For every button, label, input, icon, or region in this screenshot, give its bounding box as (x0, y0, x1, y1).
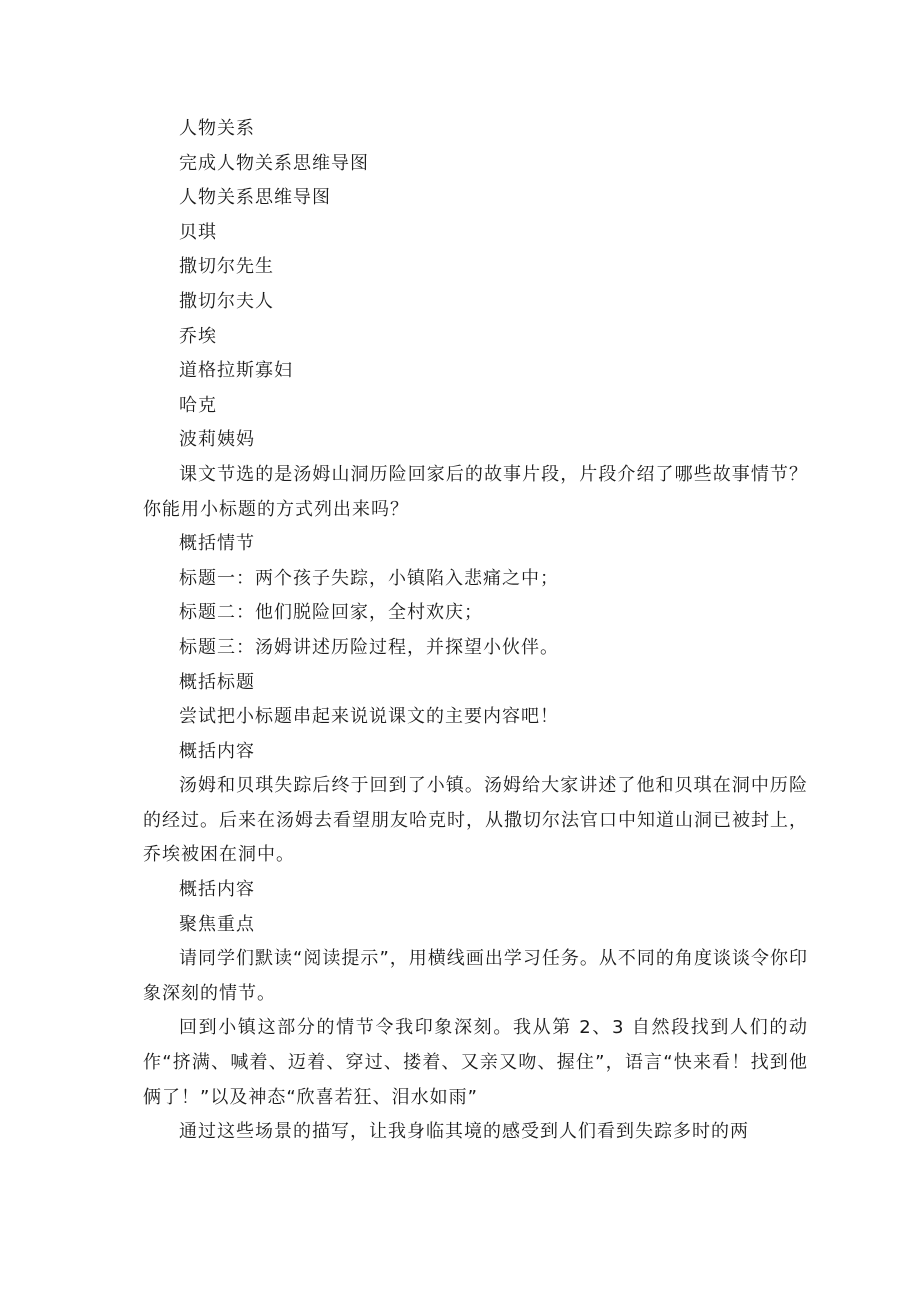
paragraph: 撒切尔先生 (179, 256, 274, 278)
paragraph: 概括标题 (179, 671, 255, 693)
paragraph: 聚焦重点 (179, 913, 255, 935)
paragraph: 道格拉斯寡妇 (179, 360, 293, 382)
paragraph: 概括情节 (179, 533, 255, 555)
document-body (143, 112, 808, 1150)
paragraph: 撒切尔夫人 (179, 290, 274, 312)
paragraph: 人物关系 (179, 118, 255, 139)
paragraph: 请同学们默读“阅读提示”，用横线画出学习任务。从不同的角度谈谈令你印象深刻的情节。 (143, 948, 808, 1004)
paragraph: 尝试把小标题串起来说说课文的主要内容吧！ (179, 706, 559, 728)
paragraph: 标题一：两个孩子失踪，小镇陷入悲痛之中； (179, 567, 559, 589)
paragraph: 贝琪 (179, 221, 217, 243)
paragraph: 哈克 (179, 394, 217, 416)
paragraph: 概括内容 (179, 740, 255, 762)
paragraph: 波莉姨妈 (179, 429, 255, 451)
paragraph: 通过这些场景的描写，让我身临其境的感受到人们看到失踪多时的两 (179, 1121, 749, 1143)
paragraph: 标题三：汤姆讲述历险过程，并探望小伙伴。 (179, 636, 559, 658)
paragraph: 标题二：他们脱险回家，全村欢庆； (179, 602, 483, 624)
paragraph: 课文节选的是汤姆山洞历险回家后的故事片段，片段介绍了哪些故事情节？你能用小标题的方式列出来吗？ (143, 463, 808, 520)
paragraph: 汤姆和贝琪失踪后终于回到了小镇。汤姆给大家讲述了他和贝琪在洞中历险的经过。后来在汤姆去看望朋友哈克时，从撒切尔法官口中知道山洞已被封上，乔埃被困在洞中。 (143, 775, 808, 866)
paragraph: 回到小镇这部分的情节令我印象深刻。我从第 2、3 自然段找到人们的动作“挤满、喊着、迈着、穿过、搂着、又亲又吻、握住”，语言“快来看！找到他俩了！”以及神态“欣喜若狂、泪水如雨” (143, 1017, 808, 1108)
paragraph: 人物关系思维导图 (179, 187, 331, 209)
paragraph: 概括内容 (179, 879, 255, 901)
paragraph: 乔埃 (179, 325, 217, 347)
paragraph: 完成人物关系思维导图 (179, 152, 369, 174)
